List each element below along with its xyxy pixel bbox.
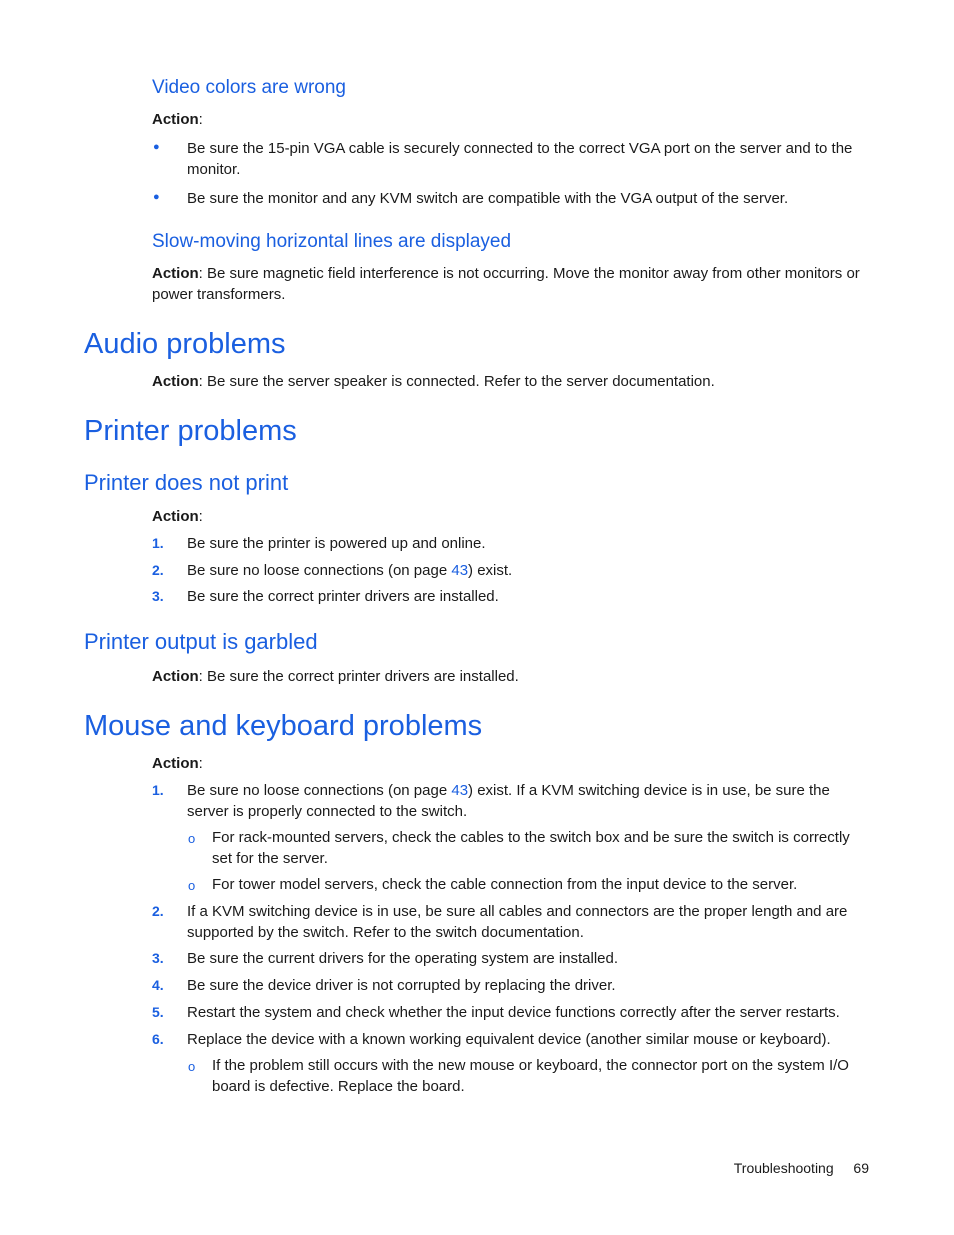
action-text: : [198,111,203,128]
action-text: : [198,508,203,525]
page-number: 69 [853,1160,869,1176]
list-item-text: Be sure no loose connections (on page [187,782,452,799]
action-paragraph [152,753,867,774]
list-item-text: ) exist. If a KVM switching device is in use, be sure the server is properly connected to the switch. [187,782,830,820]
heading-printer-garbled: Printer output is garbled [84,629,318,654]
bullet-icon: ● [153,141,160,153]
footer-section: Troubleshooting [733,1160,834,1176]
action-text: : [198,755,203,772]
heading-mouse-keyboard-problems: Mouse and keyboard problems [84,710,483,742]
action-text: : Be sure magnetic field interference is not occurring. Move the monitor away from other monitors or power transformers. [152,265,860,303]
heading-printer-no-print: Printer does not print [84,470,289,495]
heading-slow-lines: Slow-moving horizontal lines are displayed [152,231,512,252]
action-label: Action [152,265,199,282]
list-item: Be sure the device driver is not corrupted by replacing the driver. [187,977,616,994]
heading-audio-problems: Audio problems [84,328,286,360]
list-item: Be sure the printer is powered up and online. [187,535,486,552]
list-item: Be sure the 15-pin VGA cable is securely connected to the correct VGA port on the server and to the monitor. [187,140,853,178]
action-paragraph [152,506,867,527]
action-text: : Be sure the server speaker is connected. Refer to the server documentation. [198,373,715,390]
list-number: 4. [152,977,164,993]
page-link[interactable]: 43 [451,782,469,799]
action-paragraph [152,666,867,687]
list-item: Restart the system and check whether the input device functions correctly after the server restarts. [187,1004,840,1021]
list-item: Be sure the current drivers for the operating system are installed. [187,950,619,967]
sub-list-item: For tower model servers, check the cable connection from the input device to the server. [212,876,798,893]
sub-list-item: If the problem still occurs with the new mouse or keyboard, the connector port on the system I/O board is defective. Replace the board. [212,1057,849,1095]
list-number: 3. [152,588,164,604]
action-paragraph [152,263,867,305]
heading-printer-problems: Printer problems [84,415,297,447]
list-item [187,780,867,822]
list-item: Be sure the monitor and any KVM switch are compatible with the VGA output of the server. [187,190,789,207]
circle-bullet-icon: o [188,878,196,893]
list-number: 2. [152,562,164,578]
list-number: 1. [152,535,164,551]
list-number: 5. [152,1004,164,1020]
sub-list-item: For rack-mounted servers, check the cables to the switch box and be sure the switch is correctly set for the server. [212,829,850,867]
list-number: 2. [152,903,164,919]
list-number: 1. [152,782,164,798]
page-link[interactable]: 43 [451,562,469,579]
list-number: 3. [152,950,164,966]
action-label: Action [152,755,199,772]
action-label: Action [152,508,199,525]
heading-video-colors: Video colors are wrong [152,77,346,98]
list-item [187,560,867,581]
list-item-text: ) exist. [468,562,513,579]
list-item: If a KVM switching device is in use, be sure all cables and connectors are the proper length and are supported by the switch. Refer to the switch documentation. [187,903,848,941]
circle-bullet-icon: o [188,1059,196,1074]
action-label: Action [152,111,199,128]
action-label: Action [152,668,199,685]
list-item-text: Be sure no loose connections (on page [187,562,452,579]
action-paragraph [152,109,867,130]
page-footer [734,1158,869,1178]
action-text: : Be sure the correct printer drivers are installed. [198,668,519,685]
list-number: 6. [152,1031,164,1047]
circle-bullet-icon: o [188,831,196,846]
action-label: Action [152,373,199,390]
action-paragraph [152,371,867,392]
bullet-icon: ● [153,191,160,203]
list-item: Replace the device with a known working equivalent device (another similar mouse or keyboard). [187,1031,831,1048]
list-item: Be sure the correct printer drivers are installed. [187,588,499,605]
